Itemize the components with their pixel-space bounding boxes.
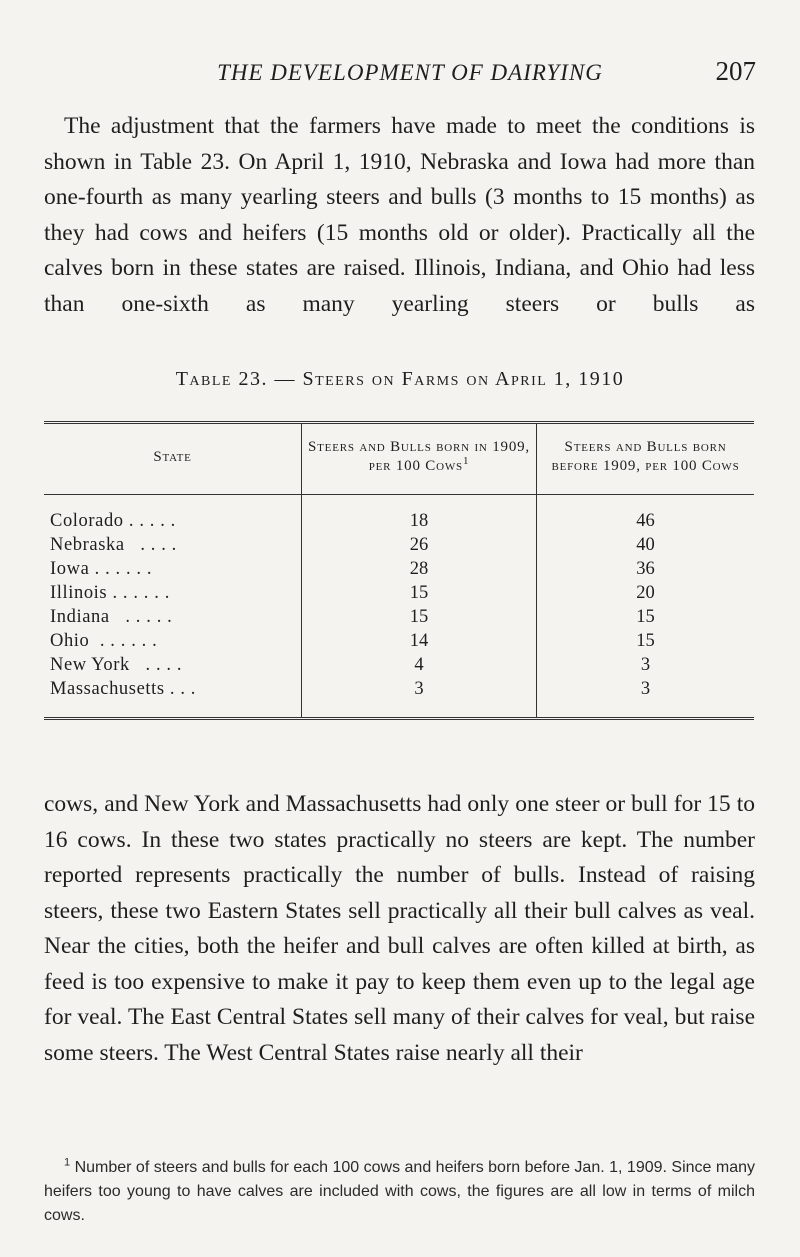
state-cell <box>44 677 302 701</box>
footnote-mark: 1 <box>462 455 470 467</box>
dot-leader: . . . . <box>124 535 177 555</box>
born-1909-cell: 15 <box>302 581 537 605</box>
dot-leader: . . . . . . <box>89 559 153 579</box>
table-row <box>44 581 754 605</box>
state-name: Indiana <box>50 607 110 627</box>
state-cell <box>44 533 302 557</box>
page-number: 207 <box>715 56 756 86</box>
born-1909-cell: 14 <box>302 629 537 653</box>
dot-leader: . . . . . . <box>89 631 158 651</box>
born-before-1909-cell: 36 <box>636 559 655 579</box>
dot-leader: . . . <box>164 679 197 699</box>
state-cell <box>44 581 302 605</box>
state-cell <box>44 495 302 534</box>
state-cell <box>44 605 302 629</box>
header-born-1909 <box>302 424 537 495</box>
table-header-row <box>44 424 754 495</box>
header-state-label: State <box>153 448 192 465</box>
state-cell <box>44 629 302 653</box>
header-born-before-1909 <box>537 424 755 495</box>
dot-leader: . . . . . <box>109 607 173 627</box>
header-born-before-1909-label: Steers and Bulls born before 1909, per 100 Cows <box>551 439 740 474</box>
born-1909-cell: 18 <box>302 495 537 534</box>
header-state <box>44 424 302 495</box>
table-row <box>44 653 754 677</box>
footnote-text: Number of steers and bulls for each 100 cows and heifers born before Jan. 1, 1909. Since many heifers too young to have calves are included with cows, the figures are all low in terms of milch cows. <box>44 1159 755 1224</box>
table-row <box>44 533 754 557</box>
born-1909-cell: 3 <box>302 677 537 701</box>
state-name: New York <box>50 655 130 675</box>
born-before-1909-cell: 3 <box>640 679 651 699</box>
born-1909-cell: 28 <box>302 557 537 581</box>
state-name: Colorado <box>50 511 124 531</box>
footnote-number: 1 <box>64 1156 71 1169</box>
state-name: Ohio <box>50 631 90 651</box>
header-born-1909-label: Steers and Bulls born in 1909, per 100 Cows <box>308 439 530 474</box>
steers-table <box>44 421 754 720</box>
born-1909-cell: 15 <box>302 605 537 629</box>
table-row <box>44 495 754 534</box>
born-1909-cell: 4 <box>302 653 537 677</box>
born-before-1909-cell: 3 <box>640 655 651 675</box>
born-before-1909-cell: 15 <box>636 631 655 651</box>
paragraph-intro-text: The adjustment that the farmers have made to meet the conditions is shown in Table 23. On April 1, 1910, Nebraska and Iowa had more than one-fourth as many yearling steers and bulls (3 months to 15 months) as they had cows and heifers (15 months old or older). Practically all the calves born in these states are raised. Illinois, Indiana, and Ohio had less than one-sixth as many yearling steers or bulls as <box>44 113 755 317</box>
table-row <box>44 629 754 653</box>
state-name: Nebraska <box>50 535 125 555</box>
dot-leader: . . . . . . <box>107 583 170 603</box>
running-title: THE DEVELOPMENT OF DAIRYING <box>217 60 603 85</box>
dot-leader: . . . . . <box>123 511 176 531</box>
state-name: Illinois <box>50 583 108 603</box>
born-1909-cell: 26 <box>302 533 537 557</box>
state-cell <box>44 653 302 677</box>
born-before-1909-cell: 40 <box>636 535 655 555</box>
dot-leader: . . . . <box>129 655 183 675</box>
table-row <box>44 605 754 629</box>
born-before-1909-cell: 46 <box>636 511 655 531</box>
table-row <box>44 677 754 701</box>
table-caption: Table 23. — Steers on Farms on April 1, 1910 <box>175 368 625 390</box>
table-body <box>44 495 754 721</box>
state-name: Massachusetts <box>50 679 165 699</box>
running-head <box>44 56 756 92</box>
paragraph-intro <box>44 109 755 358</box>
born-before-1909-cell: 20 <box>636 583 655 603</box>
paragraph-continued: cows, and New York and Massachusetts had only one steer or bull for 15 to 16 cows. In these two states practically no steers are kept. The number reported represents practically the number of bulls. Instead of raising steers, these two Eastern States sell practically all their bull calves as veal. Near the cities, both the heifer and bull calves are often killed at birth, as feed is too expensive to make it pay to keep them even up to the legal age for veal. The East Central States sell many of their calves for veal, but raise some steers. The West Central States raise nearly all their <box>44 791 755 1066</box>
footnote <box>44 1156 755 1228</box>
table-row <box>44 557 754 581</box>
state-name: Iowa <box>50 559 90 579</box>
state-cell <box>44 557 302 581</box>
born-before-1909-cell: 15 <box>636 607 655 627</box>
